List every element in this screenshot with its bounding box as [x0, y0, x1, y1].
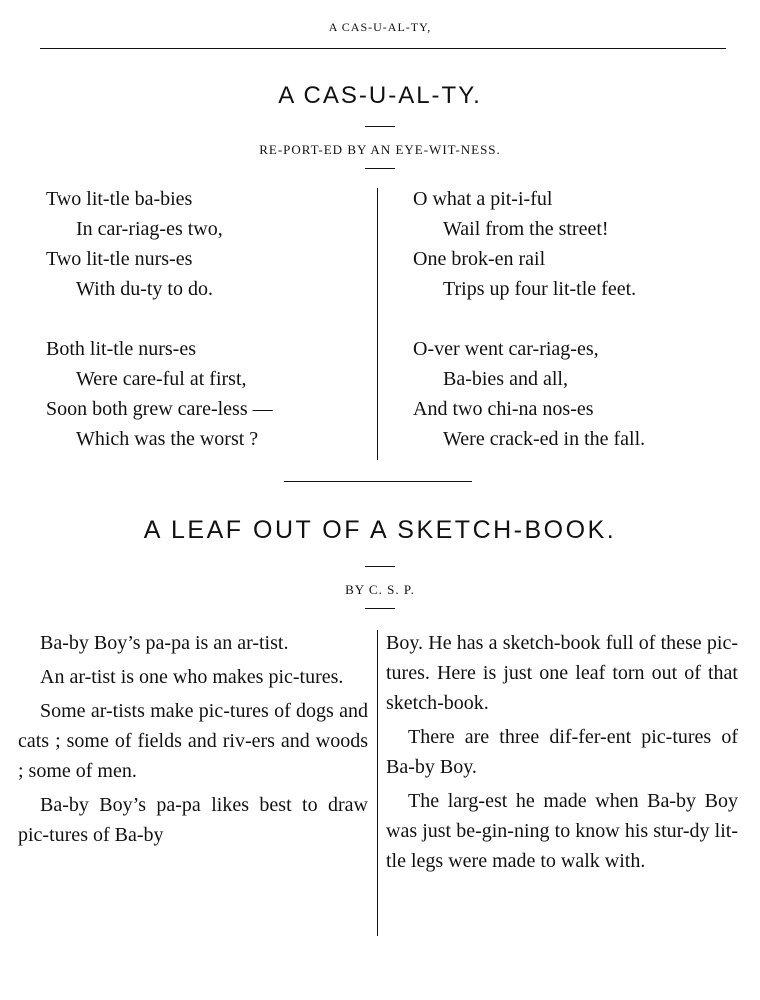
poem-line: O-ver went car-riag-es, [413, 338, 599, 360]
poem-line: Both lit-tle nurs-es [46, 338, 196, 360]
article-paragraph: Some ar-tists make pic-tures of dogs and cats ; some of fields and riv-ers and woods ; some of men. [18, 700, 368, 782]
poem-line: Wail from the street! [443, 218, 609, 240]
poem-column-divider [377, 188, 378, 460]
poem-byline: RE-PORT-ED BY AN EYE-WIT-NESS. [259, 142, 501, 157]
poem-line: One brok-en rail [413, 248, 546, 270]
poem-byline-rule [365, 168, 395, 169]
poem-line: In car-riag-es two, [76, 218, 223, 240]
poem-line: Ba-bies and all, [443, 368, 568, 390]
running-head: A CAS-U-AL-TY, [328, 20, 432, 34]
article-paragraph: An ar-tist is one who makes pic-tures. [40, 666, 344, 688]
article-right-column [386, 628, 738, 880]
poem-line: And two chi-na nos-es [413, 398, 594, 420]
article-byline: BY C. S. P. [345, 582, 415, 597]
stanza-gap [46, 304, 366, 334]
poem-line: Were crack-ed in the fall. [443, 428, 646, 450]
poem-line: Were care-ful at first, [76, 368, 247, 390]
stanza-gap [413, 304, 733, 334]
poem-line: O what a pit-i-ful [413, 188, 553, 210]
article-paragraph: There are three dif-fer-ent pic-tures of Ba-by Boy. [386, 726, 738, 778]
article-paragraph: Ba-by Boy’s pa-pa likes best to draw pic-tures of Ba-by [18, 794, 368, 846]
poem-line: Trips up four lit-tle feet. [443, 278, 637, 300]
header-rule [40, 48, 726, 49]
poem-line: Which was the worst ? [76, 428, 259, 450]
section-divider-rule [284, 481, 472, 482]
poem-line: Soon both grew care-less — [46, 398, 273, 420]
article-paragraph: Boy. He has a sketch-book full of these pic-tures. Here is just one leaf torn out of that sketch-book. [386, 632, 738, 714]
poem-title: A CAS-U-AL-TY. [278, 82, 482, 109]
poem-line: Two lit-tle nurs-es [46, 248, 193, 270]
poem-line: With du-ty to do. [76, 278, 213, 300]
poem-title-rule [365, 126, 395, 127]
article-paragraph: Ba-by Boy’s pa-pa is an ar-tist. [40, 632, 289, 654]
article-title-rule [365, 566, 395, 567]
article-title: A LEAF OUT OF A SKETCH-BOOK. [143, 516, 617, 544]
poem-right-column [413, 184, 733, 454]
article-byline-rule [365, 608, 395, 609]
article-left-column [18, 628, 368, 854]
article-paragraph: The larg-est he made when Ba-by Boy was just be-gin-ning to know his stur-dy lit-tle legs were made to walk with. [386, 790, 738, 872]
poem-line: Two lit-tle ba-bies [46, 188, 193, 210]
poem-left-column [46, 184, 366, 454]
article-column-divider [377, 630, 378, 936]
